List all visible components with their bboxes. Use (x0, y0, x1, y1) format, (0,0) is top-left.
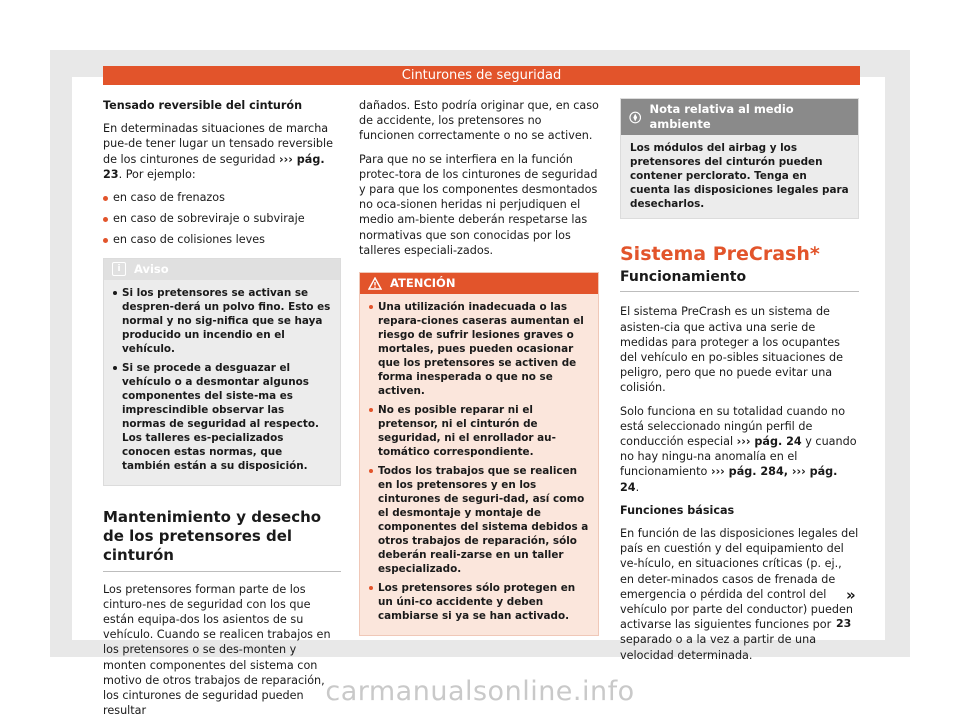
column-left (103, 98, 341, 726)
heading-tensado: Tensado reversible del cinturón (103, 99, 303, 112)
nota-text: Los módulos del airbag y los pretensores del cinturón pueden contener perclorato. Tenga en cuenta las disposiciones legales para desecharlos. (630, 142, 849, 210)
subsection-title-funcionamiento: Funcionamiento (620, 270, 859, 292)
aviso-list (113, 286, 331, 473)
aviso-box (103, 258, 341, 486)
watermark-text: carmanualsonline.info (325, 676, 635, 707)
nota-title: Nota relativa al medio ambiente (649, 102, 794, 131)
chapter-header: Cinturones de seguridad (103, 66, 860, 85)
conditions-text-mid: y cuando no hay ningu-na anomalía en el funcionamiento (620, 435, 857, 479)
column-right (620, 98, 859, 671)
environment-icon (629, 111, 641, 124)
paragraph: En función de las disposiciones legales del país en cuestión y del equipamiento del ve-hículo, en situaciones críticas (p. ej., en deter-minados casos de frenada de emergencia o pérdida del control del vehículo por parte del conductor) pueden activarse las siguientes funciones por separado o a la vez a partir de una velocidad determinada. (620, 527, 859, 662)
list-item: Si se procede a desguazar el vehículo o a desmontar algunos componentes del siste-ma es imprescindible observar las normas de seguridad al respecto. Los talleres es-pecializados conocen estas normas, que también están a su disposición. (113, 361, 331, 473)
paragraph-mantenimiento: Los pretensores forman parte de los cinturo-nes de seguridad con los que están equipa-dos los asientos de su vehículo. Cuando se realicen trabajos en los pretensores o se des-monten y monten componentes del sistema con motivo de otros trabajos de reparación, los cinturones de seguridad pueden resultar (103, 582, 331, 718)
page-reference-link[interactable]: ››› pág. 23 (103, 152, 325, 181)
list-item: en caso de frenazos (103, 190, 341, 205)
page-number: 23 (836, 617, 852, 630)
atencion-list (369, 300, 589, 623)
page-reference-link[interactable]: ››› pág. 284, ››› pág. 24 (620, 465, 838, 494)
nota-header (621, 99, 858, 135)
paragraph-conditions (620, 404, 859, 495)
intro-text-end: . Por ejemplo: (118, 167, 196, 181)
list-item: Los pretensores sólo protegen en un úni-co accidente y deben cambiarse si ya se han activado. (369, 581, 589, 623)
paragraph: Para que no se interfiera en la función protec-tora de los cinturones de seguridad y para que los componentes desmontados no oca-sionen heridas ni perjudiquen el medio am-biente deberán respetarse las normativas que son conocidas por los talleres especiali-zados. (359, 152, 598, 257)
page-reference-link[interactable]: ››› pág. 24 (736, 435, 802, 449)
aviso-header (104, 259, 340, 280)
info-icon: i (112, 262, 126, 276)
heading-funciones-basicas: Funciones básicas (620, 503, 735, 517)
list-item: No es posible reparar ni el pretensor, ni el cinturón de seguridad, ni el enrollador au-tomático correspondiente. (369, 403, 589, 459)
paragraph: dañados. Esto podría originar que, en caso de accidente, los pretensores no funcionen correctamente o no se activen. (359, 99, 599, 143)
situations-list (103, 190, 341, 248)
list-item: Una utilización inadecuada o las repara-ciones caseras aumentan el riesgo de sufrir lesiones graves o mortales, pues pueden ocasionar que los pretensores se activen de forma inesperada o que no se activen. (369, 300, 589, 398)
list-item: Todos los trabajos que se realicen en los pretensores y en los cinturones de seguri-dad, así como el desmontaje y montaje de componentes del sistema debidos a otros trabajos de reparación, sólo deberán reali-zarse en un taller especializado. (369, 464, 589, 576)
nota-box (620, 98, 859, 219)
conditions-text: Solo funciona en su totalidad cuando no está seleccionado ningún perfil de conducción especial (620, 404, 846, 449)
list-item: Si los pretensores se activan se despren-derá un polvo fino. Esto es normal y no sig-nifica que se haya producido un incendio en el vehículo. (113, 286, 331, 356)
paragraph: El sistema PreCrash es un sistema de asisten-cia que activa una serie de medidas para proteger a los ocupantes del vehículo en po-sibles situaciones de peligro, pero que no puede evitar una colisión. (620, 305, 843, 395)
warning-triangle-icon (368, 277, 382, 290)
list-item: en caso de sobreviraje o subviraje (103, 211, 341, 226)
atencion-title: ATENCIÓN (390, 276, 456, 291)
continue-marker: » (846, 586, 856, 604)
atencion-header (360, 273, 598, 294)
paragraph-intro (103, 121, 341, 182)
atencion-box (359, 272, 599, 636)
intro-text: En determinadas situaciones de marcha pue-de tener lugar un tensado reversible de los cinturones de seguridad (103, 122, 334, 166)
section-title-precrash: Sistema PreCrash* (620, 243, 820, 265)
column-middle (359, 98, 599, 636)
list-item: en caso de colisiones leves (103, 232, 341, 247)
conditions-text-end: . (635, 480, 640, 494)
aviso-title: Aviso (134, 261, 169, 276)
section-title-mantenimiento: Mantenimiento y desecho de los pretensores del cinturón (103, 508, 341, 572)
